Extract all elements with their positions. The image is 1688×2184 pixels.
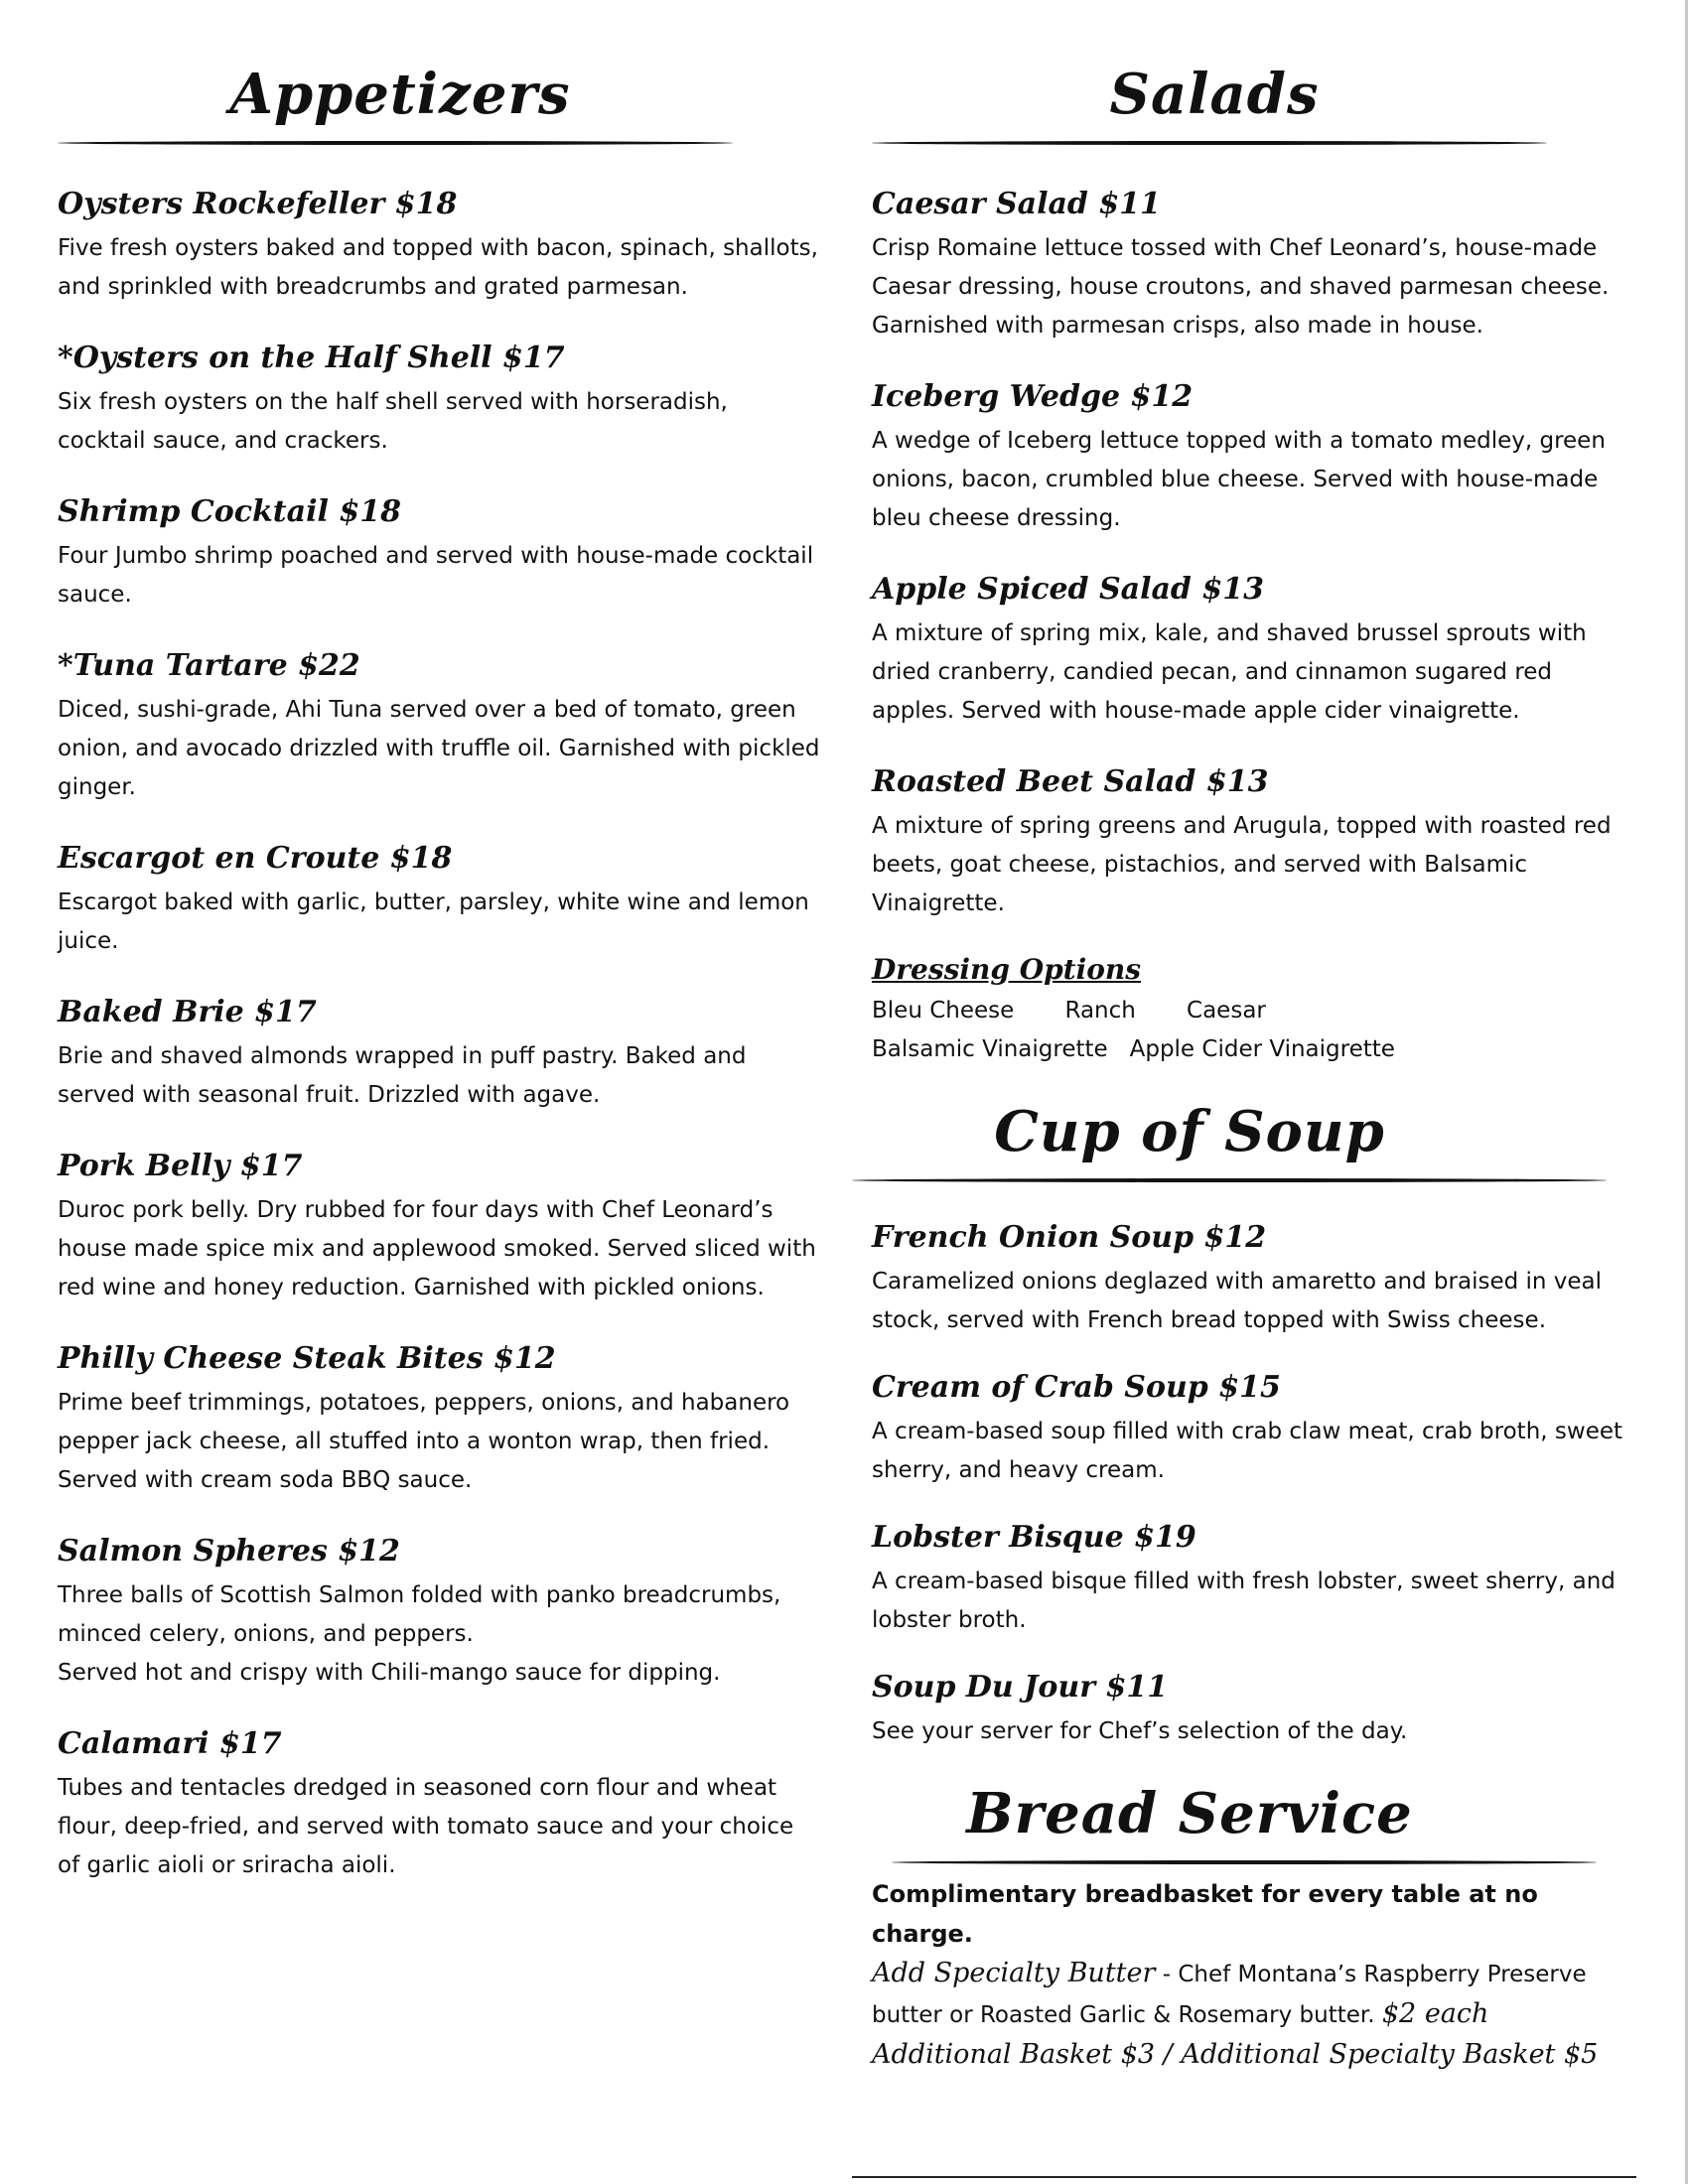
item-name: *Tuna Tartare $22 xyxy=(58,648,360,683)
menu-item xyxy=(58,1534,822,1693)
item-name: Escargot en Croute $18 xyxy=(58,841,453,876)
menu-item xyxy=(872,1670,1636,1751)
item-name: *Oysters on the Half Shell $17 xyxy=(58,341,565,375)
item-name: Shrimp Cocktail $18 xyxy=(58,494,401,529)
bread-additional xyxy=(872,2035,1636,2076)
item-description-extra: Served hot and crispy with Chili-mango sauce for dipping. xyxy=(58,1660,721,1686)
item-description: Six fresh oysters on the half shell served with horseradish, cocktail sauce, and crackers. xyxy=(58,389,728,454)
bread-complimentary: Complimentary breadbasket for every table at no charge. xyxy=(872,1880,1538,1948)
item-description: A cream-based bisque filled with fresh lobster, sweet sherry, and lobster broth. xyxy=(872,1569,1616,1633)
dressing-option: Apple Cider Vinaigrette xyxy=(1129,1036,1395,1062)
appetizers-column xyxy=(58,0,822,1885)
dressing-option: Bleu Cheese xyxy=(872,998,1015,1024)
menu-item xyxy=(872,1220,1636,1340)
item-description: Diced, sushi-grade, Ahi Tuna served over a bed of tomato, green onion, and avocado drizzled with truffle oil. Garnished with pickled ginger. xyxy=(58,697,820,800)
item-name: Caesar Salad $11 xyxy=(872,187,1161,221)
menu-item xyxy=(872,1370,1636,1490)
dressing-option: Ranch xyxy=(1064,998,1136,1024)
item-name: Iceberg Wedge $12 xyxy=(872,379,1194,414)
item-description: Prime beef trimmings, potatoes, peppers, onions, and habanero pepper jack cheese, all stuffed into a wonton wrap, then fried. Served with cream soda BBQ sauce. xyxy=(58,1390,790,1493)
menu-item xyxy=(58,341,822,461)
menu-item xyxy=(58,841,822,961)
menu-item xyxy=(872,764,1636,923)
item-name: Soup Du Jour $11 xyxy=(872,1670,1169,1705)
item-description: A mixture of spring greens and Arugula, topped with roasted red beets, goat cheese, pistachios, and served with Balsamic Vinaigrette. xyxy=(872,813,1612,916)
appetizers-title: Appetizers xyxy=(229,62,571,127)
dressing-row xyxy=(872,992,1636,1030)
item-name: Philly Cheese Steak Bites $12 xyxy=(58,1341,556,1376)
bread-specialty xyxy=(872,1954,1636,2035)
item-description: Escargot baked with garlic, butter, parsley, white wine and lemon juice. xyxy=(58,889,809,954)
item-description: Tubes and tentacles dredged in seasoned corn flour and wheat flour, deep-fried, and served with tomato sauce and your choice of garlic aioli or sriracha aioli. xyxy=(58,1775,794,1878)
item-name: Calamari $17 xyxy=(58,1726,282,1761)
dressing-option: Balsamic Vinaigrette xyxy=(872,1036,1108,1062)
item-name: Cream of Crab Soup $15 xyxy=(872,1370,1281,1405)
page-bottom-divider xyxy=(852,2176,1636,2178)
dressing-option: Caesar xyxy=(1187,998,1266,1024)
item-name: Pork Belly $17 xyxy=(58,1149,303,1183)
menu-item xyxy=(872,187,1636,345)
salads-title: Salads xyxy=(1109,62,1320,127)
specialty-butter-label: Add Specialty Butter xyxy=(872,1958,1156,1988)
dressing-options-heading: Dressing Options xyxy=(872,953,1142,986)
menu-item xyxy=(58,648,822,807)
item-name: Apple Spiced Salad $13 xyxy=(872,572,1264,607)
item-name: Baked Brie $17 xyxy=(58,995,317,1029)
menu-item xyxy=(58,187,822,307)
item-description: A mixture of spring mix, kale, and shaved brussel sprouts with dried cranberry, candied pecan, and cinnamon sugared red apples. Served with house-made apple cider vinaigrette. xyxy=(872,620,1587,724)
item-description: Brie and shaved almonds wrapped in puff pastry. Baked and served with seasonal fruit. Drizzled with agave. xyxy=(58,1043,747,1108)
item-description: Crisp Romaine lettuce tossed with Chef Leonard’s, house-made Caesar dressing, house croutons, and shaved parmesan cheese. Garnished with parmesan crisps, also made in house. xyxy=(872,235,1610,339)
menu-item xyxy=(872,1520,1636,1640)
item-name: Lobster Bisque $19 xyxy=(872,1520,1196,1555)
item-description: A cream-based soup filled with crab claw meat, crab broth, sweet sherry, and heavy cream. xyxy=(872,1419,1623,1483)
item-description: Caramelized onions deglazed with amaretto and braised in veal stock, served with French bread topped with Swiss cheese. xyxy=(872,1269,1603,1333)
right-column xyxy=(872,0,1636,2076)
item-description: Three balls of Scottish Salmon folded with panko breadcrumbs, minced celery, onions, and peppers. xyxy=(58,1582,781,1647)
menu-item xyxy=(58,1149,822,1307)
menu-item xyxy=(58,1726,822,1885)
menu-item xyxy=(58,995,822,1115)
dressing-row xyxy=(872,1030,1636,1069)
item-name: Oysters Rockefeller $18 xyxy=(58,187,458,221)
item-description: See your server for Chef’s selection of the day. xyxy=(872,1718,1408,1744)
menu-item xyxy=(872,379,1636,538)
item-name: French Onion Soup $12 xyxy=(872,1220,1267,1255)
specialty-butter-desc: - Chef Montana’s Raspberry Preserve butter or Roasted Garlic & Rosemary butter. xyxy=(872,1962,1587,2028)
item-description: Five fresh oysters baked and topped with bacon, spinach, shallots, and sprinkled with breadcrumbs and grated parmesan. xyxy=(58,235,818,300)
item-description: Four Jumbo shrimp poached and served with house-made cocktail sauce. xyxy=(58,543,814,608)
item-description: A wedge of Iceberg lettuce topped with a tomato medley, green onions, bacon, crumbled blue cheese. Served with house-made bleu cheese dressing. xyxy=(872,428,1606,531)
menu-item xyxy=(58,1341,822,1500)
soup-title: Cup of Soup xyxy=(994,1099,1385,1164)
dressing-options xyxy=(872,953,1636,1069)
menu-item xyxy=(58,494,822,614)
item-name: Roasted Beet Salad $13 xyxy=(872,764,1269,799)
item-description: Duroc pork belly. Dry rubbed for four days with Chef Leonard’s house made spice mix and applewood smoked. Served sliced with red wine and honey reduction. Garnished with pickled onions. xyxy=(58,1197,816,1300)
specialty-butter-price: $2 each xyxy=(1381,1998,1489,2029)
additional-basket: Additional Basket $3 / Additional Specialty Basket $5 xyxy=(872,2039,1599,2070)
item-name: Salmon Spheres $12 xyxy=(58,1534,400,1569)
bread-title: Bread Service xyxy=(966,1781,1413,1846)
menu-item xyxy=(872,572,1636,731)
